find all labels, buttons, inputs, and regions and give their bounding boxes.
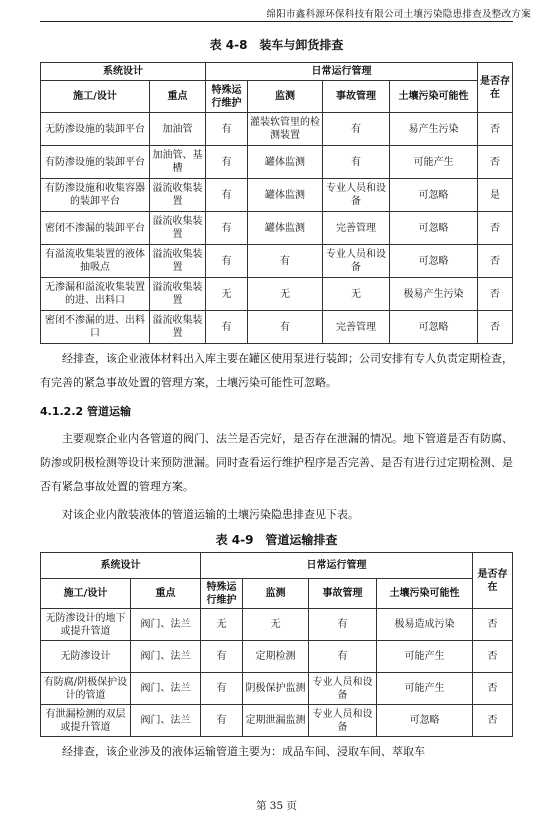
table-cell: 可忽略: [377, 705, 473, 737]
table-cell: 否: [478, 245, 513, 278]
table-cell: 有: [206, 146, 248, 179]
table-cell: 密闭不渗漏的进、出料口: [41, 311, 150, 344]
table-cell: 有防渗设施和收集容器的装卸平台: [41, 179, 150, 212]
page-number: 第 35 页: [255, 800, 298, 812]
table-cell: 可忽略: [390, 212, 478, 245]
table-row: [41, 146, 513, 179]
table-cell: 否: [473, 673, 513, 705]
table-cell: 有: [201, 673, 243, 705]
table-cell: 罐体监测: [248, 146, 323, 179]
table-cell: 有: [206, 179, 248, 212]
table-row: [41, 705, 513, 737]
table-cell: 有: [206, 212, 248, 245]
col-header-exists: 是否存在: [478, 63, 513, 113]
table-cell: 有: [248, 311, 323, 344]
table-cell: 否: [478, 311, 513, 344]
table-cell: 有: [206, 311, 248, 344]
table-cell: 无防渗设施的装卸平台: [41, 113, 150, 146]
col-header-exists: 是否存在: [473, 553, 513, 609]
table-cell: 密闭不渗漏的装卸平台: [41, 212, 150, 245]
table-row: [41, 245, 513, 278]
pipeline-table: [40, 552, 513, 737]
group-header-system-design: 系统设计: [41, 553, 201, 579]
col-header-monitoring: 监测: [248, 81, 323, 113]
table-cell: 无防渗设计的地下或提升管道: [41, 609, 131, 641]
col-header-accident-mgmt: 事故管理: [323, 81, 390, 113]
table-cell: 有泄漏检测的双层或提升管道: [41, 705, 131, 737]
table-cell: 可能产生: [377, 641, 473, 673]
table-cell: 定期检测: [243, 641, 309, 673]
table-cell: 易产生污染: [390, 113, 478, 146]
table-cell: 有: [309, 641, 377, 673]
table-cell: 阀门、法兰: [131, 705, 201, 737]
col-header-pollution-possibility: 土壤污染可能性: [390, 81, 478, 113]
table-cell: 有防渗设施的装卸平台: [41, 146, 150, 179]
table-cell: 阴极保护监测: [243, 673, 309, 705]
table-cell: 无: [201, 609, 243, 641]
table-row: [41, 641, 513, 673]
paragraph-loading-result: 经排查，该企业液体材料出入库主要在罐区使用泵进行装卸；公司安排有专人负责定期检查，有完善的紧急事故处置的管理方案，土壤污染可能性可忽略。: [40, 352, 513, 389]
table-cell: 否: [473, 641, 513, 673]
table1-caption: 表 4-8 装车与卸货排查: [209, 38, 344, 52]
table-cell: 否: [473, 705, 513, 737]
table-cell: 无渗漏和溢流收集装置的进、出料口: [41, 278, 150, 311]
table-cell: 罐体监测: [248, 212, 323, 245]
paragraph-pipeline-result: 经排查，该企业涉及的液体运输管道主要为：成品车间、浸取车间、萃取车: [62, 745, 425, 758]
table-cell: 专业人员和设备: [323, 179, 390, 212]
table-cell: 专业人员和设备: [309, 673, 377, 705]
group-header-system-design: 系统设计: [41, 63, 206, 81]
table-row: [41, 609, 513, 641]
table-cell: 否: [478, 113, 513, 146]
table-cell: 溢流收集装置: [150, 311, 206, 344]
table-cell: 加油管、基槽: [150, 146, 206, 179]
table-cell: 溢流收集装置: [150, 179, 206, 212]
table-cell: 有: [309, 609, 377, 641]
table-cell: 完善管理: [323, 212, 390, 245]
table-row: [41, 311, 513, 344]
table-cell: 有: [323, 146, 390, 179]
table-cell: 有溢流收集装置的液体抽吸点: [41, 245, 150, 278]
table-cell: 无: [206, 278, 248, 311]
header-rule: [40, 21, 513, 22]
page-header: 绵阳市鑫科源环保科技有限公司土壤污染隐患排查及整改方案: [266, 9, 531, 20]
table-row: [41, 278, 513, 311]
table-row: [41, 673, 513, 705]
table-cell: 专业人员和设备: [323, 245, 390, 278]
table-cell: 阀门、法兰: [131, 641, 201, 673]
paragraph-pipeline-intro: 对该企业内散装液体的管道运输的土壤污染隐患排查见下表。: [62, 508, 359, 521]
paragraph-pipeline-description: 主要观察企业内各管道的阀门、法兰是否完好，是否存在泄漏的情况。地下管道是否有防腐、防渗或阴极检测等设计来预防泄漏。同时查看运行维护程序是否完善、是否有进行过定期检测、是否有紧急事故处置的管理方案。: [40, 432, 513, 493]
table-cell: 有: [248, 245, 323, 278]
table-cell: 溢流收集装置: [150, 278, 206, 311]
table-cell: 否: [478, 146, 513, 179]
table-cell: 灌装软管里的检测装置: [248, 113, 323, 146]
group-header-daily-ops: 日常运行管理: [201, 553, 473, 579]
col-header-accident-mgmt: 事故管理: [309, 579, 377, 609]
table-row: [41, 179, 513, 212]
col-header-construction: 施工/设计: [41, 579, 131, 609]
table-cell: 无防渗设计: [41, 641, 131, 673]
table-cell: 罐体监测: [248, 179, 323, 212]
group-header-daily-ops: 日常运行管理: [206, 63, 478, 81]
table-cell: 否: [478, 212, 513, 245]
table-cell: 有: [206, 245, 248, 278]
table-cell: 极易造成污染: [377, 609, 473, 641]
table2-caption: 表 4-9 管道运输排查: [215, 533, 338, 547]
table-cell: 溢流收集装置: [150, 245, 206, 278]
table-cell: 定期泄漏监测: [243, 705, 309, 737]
table-cell: 否: [478, 278, 513, 311]
col-header-construction: 施工/设计: [41, 81, 150, 113]
table-row: [41, 212, 513, 245]
table-cell: 可能产生: [377, 673, 473, 705]
table-cell: 可忽略: [390, 179, 478, 212]
table-cell: 溢流收集装置: [150, 212, 206, 245]
table-cell: 加油管: [150, 113, 206, 146]
table-cell: 无: [243, 609, 309, 641]
col-header-maintenance: 特殊运行维护: [206, 81, 248, 113]
table-cell: 完善管理: [323, 311, 390, 344]
table-cell: 有: [323, 113, 390, 146]
table-cell: 可能产生: [390, 146, 478, 179]
table-cell: 是: [478, 179, 513, 212]
col-header-maintenance: 特殊运行维护: [201, 579, 243, 609]
col-header-focus: 重点: [131, 579, 201, 609]
table-cell: 极易产生污染: [390, 278, 478, 311]
table-cell: 专业人员和设备: [309, 705, 377, 737]
col-header-focus: 重点: [150, 81, 206, 113]
table-cell: 有: [201, 641, 243, 673]
table-cell: 无: [323, 278, 390, 311]
table-cell: 有防腐/阴极保护设计的管道: [41, 673, 131, 705]
table-cell: 阀门、法兰: [131, 673, 201, 705]
loading-unloading-table: [40, 62, 513, 344]
section-heading: 4.1.2.2 管道运输: [40, 405, 131, 418]
col-header-monitoring: 监测: [243, 579, 309, 609]
table-cell: 阀门、法兰: [131, 609, 201, 641]
table-row: [41, 113, 513, 146]
col-header-pollution-possibility: 土壤污染可能性: [377, 579, 473, 609]
table-cell: 否: [473, 609, 513, 641]
table-cell: 可忽略: [390, 311, 478, 344]
table-cell: 有: [206, 113, 248, 146]
table-cell: 无: [248, 278, 323, 311]
table-cell: 可忽略: [390, 245, 478, 278]
table-cell: 有: [201, 705, 243, 737]
